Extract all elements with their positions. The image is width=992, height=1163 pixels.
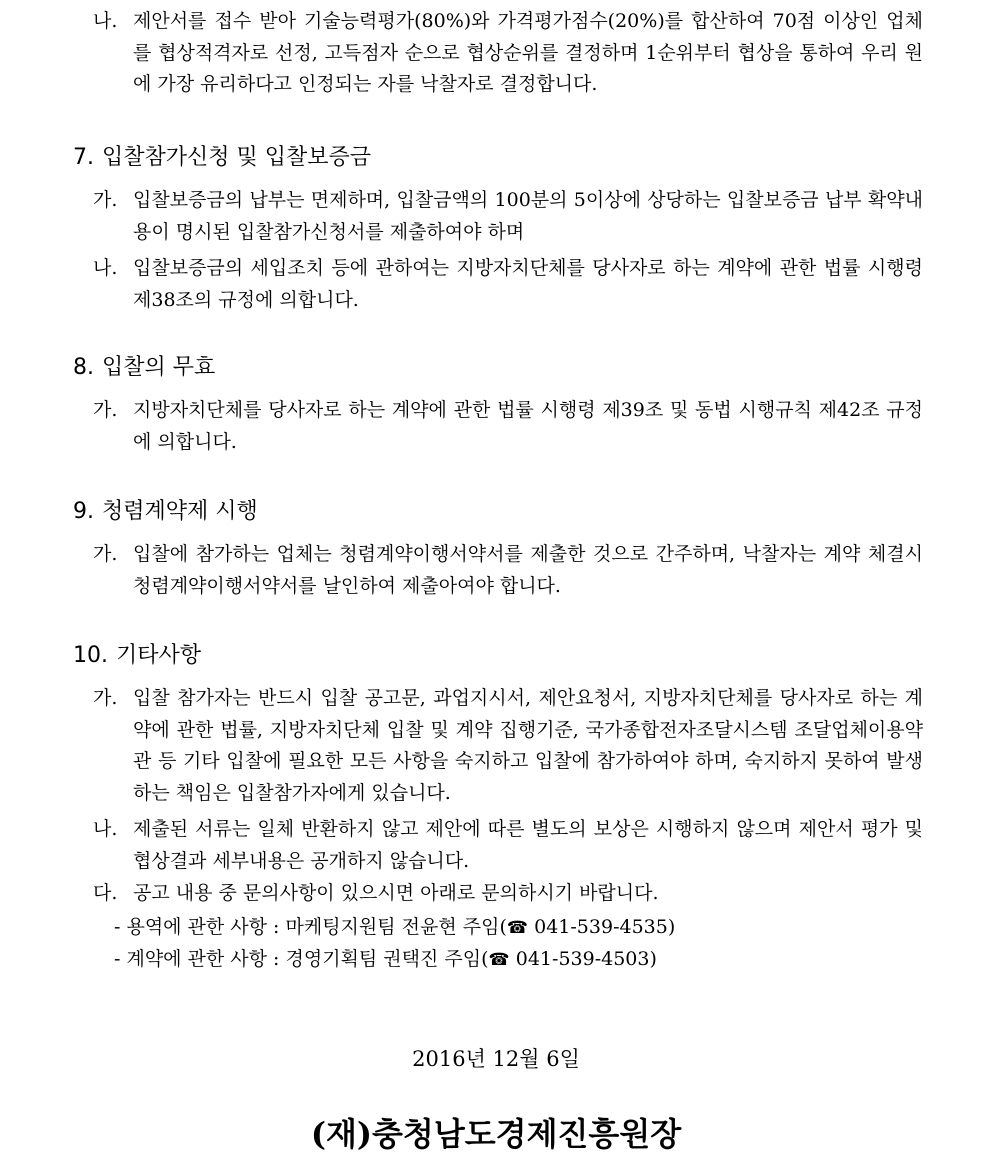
- contact-phone: 041-539-4503): [509, 948, 657, 970]
- section-heading-10: [73, 641, 201, 671]
- contact-line-contract: [114, 944, 657, 975]
- item-text: 공고 내용 중 문의사항이 있으시면 아래로 문의하시기 바랍니다.: [133, 882, 659, 904]
- item-text: 제안서를 접수 받아 기술능력평가(80%)와 가격평가점수(20%)를 합산하여 70점 이상인 업체를 협상적격자로 선정, 고득점자 순으로 협상순위를 결정하며 1순위부터 협상을 통하여 우리 원에 가장 유리하다고 인정되는 자를 낙찰자로 결정합니다.: [133, 10, 923, 96]
- section-7-item-na: [93, 253, 923, 316]
- section-heading-7: [73, 143, 371, 173]
- item-text: 입찰보증금의 납부는 면제하며, 입찰금액의 100분의 5이상에 상당하는 입찰보증금 납부 확약내용이 명시된 입찰참가신청서를 제출하여야 하며: [133, 189, 923, 243]
- phone-icon: ☎: [506, 918, 529, 938]
- section-10-item-da: [93, 878, 923, 910]
- section-10-item-na: [93, 814, 923, 877]
- section-number: 10.: [73, 643, 108, 668]
- section-number: 7.: [73, 145, 94, 170]
- item-text: 지방자치단체를 당사자로 하는 계약에 관한 법률 시행령 제39조 및 동법 시행규칙 제42조 규정에 의합니다.: [133, 399, 923, 453]
- item-marker: 나.: [93, 818, 118, 840]
- issuing-organization: (재)충청남도경제진흥원장: [310, 1115, 682, 1153]
- intro-item: [93, 6, 923, 101]
- section-number: 8.: [73, 355, 94, 380]
- section-title: 입찰참가신청 및 입찰보증금: [102, 145, 372, 170]
- item-text: 제출된 서류는 일체 반환하지 않고 제안에 따른 별도의 보상은 시행하지 않으며 제안서 평가 및 협상결과 세부내용은 공개하지 않습니다.: [133, 818, 923, 872]
- section-title: 입찰의 무효: [102, 355, 216, 380]
- section-8-item-ga: [93, 395, 923, 458]
- item-text: 입찰보증금의 세입조치 등에 관하여는 지방자치단체를 당사자로 하는 계약에 관한 법률 시행령 제38조의 규정에 의합니다.: [133, 257, 923, 311]
- phone-icon: ☎: [488, 950, 510, 970]
- section-heading-8: [73, 353, 215, 383]
- section-heading-9: [73, 497, 258, 527]
- item-marker: 가.: [93, 687, 118, 709]
- contact-phone: 041-539-4535): [528, 916, 676, 938]
- section-9-item-ga: [93, 539, 923, 602]
- announcement-date: 2016년 12월 6일: [412, 1047, 580, 1071]
- item-marker: 다.: [93, 882, 118, 904]
- section-10-item-ga: [93, 683, 923, 810]
- contact-label: - 계약에 관한 사항 : 경영기획팀 권택진 주임(: [114, 948, 489, 970]
- item-text: 입찰 참가자는 반드시 입찰 공고문, 과업지시서, 제안요청서, 지방자치단체를 당사자로 하는 계약에 관한 법률, 지방자치단체 입찰 및 계약 집행기준, 국가종합전자조달시스템 조달업체이용약관 등 기타 입찰에 필요한 모든 사항을 숙지하고 입찰에 참가하여야 하며, 숙지하지 못하여 발생하는 책임은 입찰참가자에게 있습니다.: [133, 687, 923, 805]
- item-marker: 나.: [93, 257, 118, 279]
- item-text: 입찰에 참가하는 업체는 청렴계약이행서약서를 제출한 것으로 간주하며, 낙찰자는 계약 체결시 청렴계약이행서약서를 날인하여 제출아여야 합니다.: [133, 543, 923, 597]
- section-number: 9.: [73, 499, 94, 524]
- contact-label: - 용역에 관한 사항 : 마케팅지원팀 전윤현 주임(: [114, 916, 507, 938]
- section-7-item-ga: [93, 185, 923, 248]
- item-marker: 가.: [93, 189, 118, 211]
- item-marker: 가.: [93, 543, 118, 565]
- section-title: 청렴계약제 시행: [102, 499, 258, 524]
- item-marker: 나.: [93, 10, 118, 32]
- item-marker: 가.: [93, 399, 118, 421]
- contact-line-service: [114, 912, 675, 943]
- section-title: 기타사항: [116, 643, 202, 668]
